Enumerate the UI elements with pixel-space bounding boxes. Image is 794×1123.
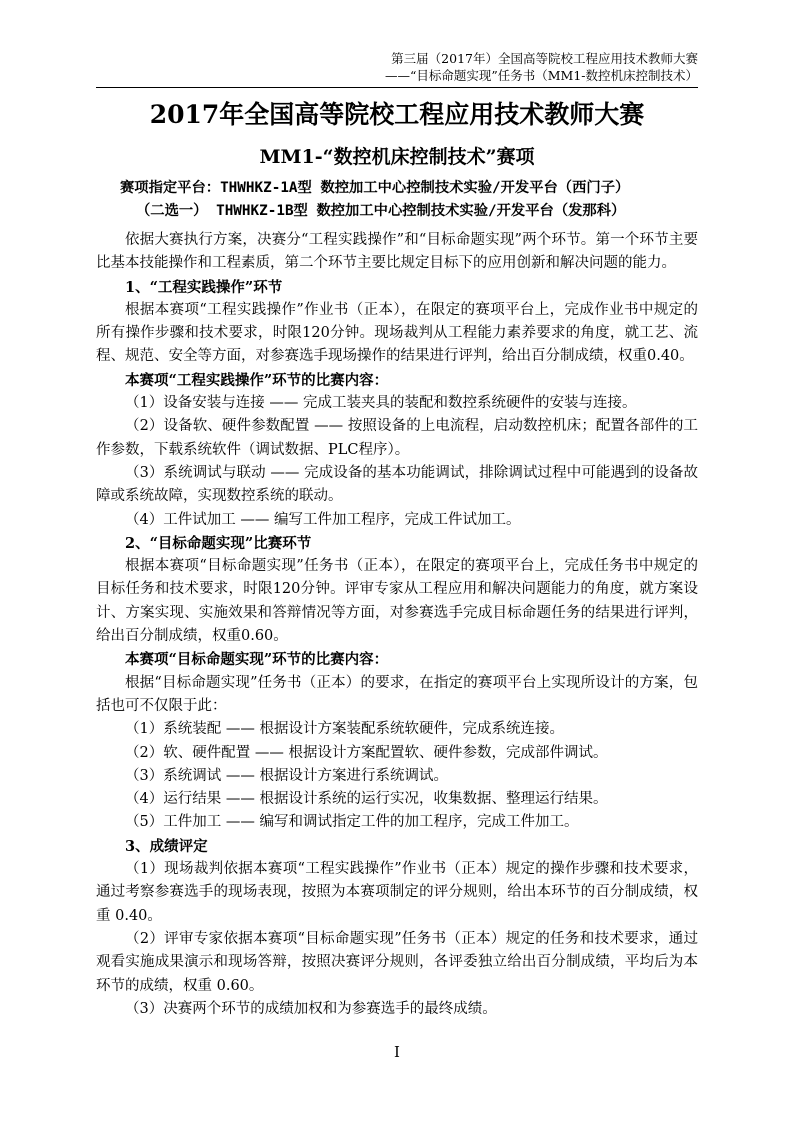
list-item: （1）系统装配 —— 根据设计方案装配系统软硬件，完成系统连接。	[125, 721, 564, 738]
header-rule	[96, 87, 698, 88]
list-item: （1）设备安装与连接 —— 完成工装夹具的装配和数控系统硬件的安装与连接。	[125, 395, 637, 412]
document-title: 2017年全国高等院校工程应用技术教师大赛	[149, 100, 645, 129]
platform-line-1: 赛项指定平台：THWHKZ-1A型 数控加工中心控制技术实验/开发平台（西门子）	[120, 180, 630, 196]
list-item: （2）评审专家依据本赛项“目标命题实现”任务书（正本）规定的任务和技术要求，通过观看实施成果演示和现场答辩，按照决赛评分规则，各评委独立给出百分制成绩，平均后为本环节的成绩，权重 0.60。	[96, 930, 698, 994]
paragraph: 依据大赛执行方案，决赛分“工程实践操作”和“目标命题实现”两个环节。第一个环节主要比基本技能操作和工程素质，第二个环节主要比规定目标下的应用创新和解决问题的能力。	[96, 232, 698, 272]
list-item: （2）设备软、硬件参数配置 —— 按照设备的上电流程，启动数控机床；配置各部件的工作参数，下载系统软件（调试数据、PLC程序）。	[96, 418, 698, 458]
subsection-heading: 本赛项“工程实践操作”环节的比赛内容：	[125, 371, 389, 389]
running-header-line1: 第三届（2017年）全国高等院校工程应用技术教师大赛	[391, 51, 698, 66]
list-item: （5）工件加工 —— 编写和调试指定工件的加工程序，完成工件加工。	[125, 814, 579, 831]
list-item: （3）系统调试与联动 —— 完成设备的基本功能调试，排除调试过程中可能遇到的设备故障或系统故障，实现数控系统的联动。	[96, 464, 698, 505]
paragraph: 根据本赛项“目标命题实现”任务书（正本），在限定的赛项平台上，完成任务书中规定的目标任务和技术要求，时限120分钟。评审专家从工程应用和解决问题能力的角度，就方案设计、方案实现、实施效果和答辩情况等方面，对参赛选手完成目标命题任务的结果进行评判，给出百分制成绩，权重0.60。	[96, 558, 698, 645]
paragraph: 根据本赛项“工程实践操作”作业书（正本），在限定的赛项平台上，完成作业书中规定的所有操作步骤和技术要求，时限120分钟。现场裁判从工程能力素养要求的角度，就工艺、流程、规范、安全等方面，对参赛选手现场操作的结果进行评判，给出百分制成绩，权重0.40。	[96, 301, 698, 365]
list-item: （4）运行结果 —— 根据设计系统的运行实况，收集数据、整理运行结果。	[125, 791, 608, 808]
page-number: I	[394, 1043, 400, 1061]
section-heading: 3、成绩评定	[125, 837, 208, 855]
platform-line-2: （二选一） THWHKZ-1B型 数控加工中心控制技术实验/开发平台（发那科）	[136, 203, 626, 219]
subsection-heading: 本赛项“目标命题实现”环节的比赛内容：	[125, 651, 389, 669]
list-item: （3）系统调试 —— 根据设计方案进行系统调试。	[125, 767, 448, 784]
list-item: （2）软、硬件配置 —— 根据设计方案配置软、硬件参数，完成部件调试。	[125, 744, 608, 761]
document-body	[96, 229, 698, 1021]
list-item: （1）现场裁判依据本赛项“工程实践操作”作业书（正本）规定的操作步骤和技术要求，通过考察参赛选手的现场表现，按照为本赛项制定的评分规则，给出本环节的百分制成绩，权重 0.40。	[96, 861, 698, 924]
list-item: （4）工件试加工 —— 编写工件加工程序，完成工件试加工。	[125, 511, 521, 528]
running-header-line2: ——“目标命题实现”任务书（MM1-数控机床控制技术）	[384, 68, 698, 83]
paragraph: 根据“目标命题实现”任务书（正本）的要求，在指定的赛项平台上实现所设计的方案，包括也可不仅限于此：	[96, 674, 698, 714]
list-item: （3）决赛两个环节的成绩加权和为参赛选手的最终成绩。	[125, 1000, 497, 1017]
document-subtitle: MM1-“数控机床控制技术”赛项	[259, 146, 535, 168]
section-heading: 2、“目标命题实现”比赛环节	[125, 534, 312, 552]
section-heading: 1、“工程实践操作”环节	[125, 278, 283, 296]
